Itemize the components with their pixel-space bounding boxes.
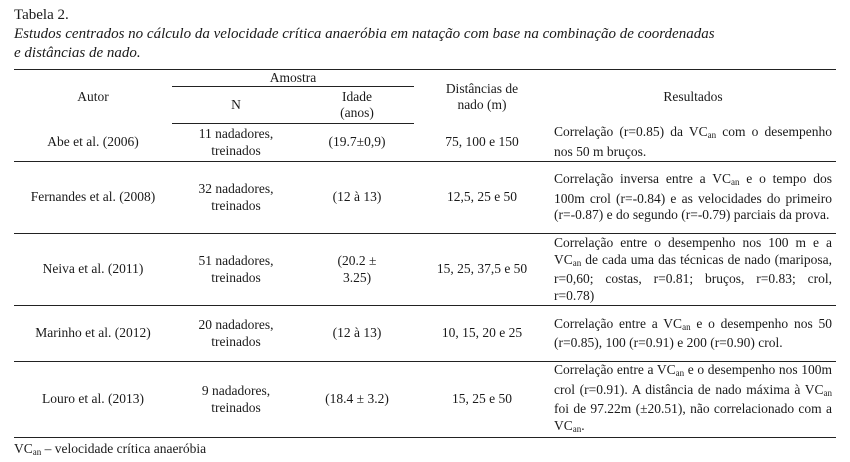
cell-idade: (18.4 ± 3.2) [325, 391, 389, 407]
table-footnote: $VC_{an}$ – velocidade crítica anaeróbia [14, 441, 207, 457]
cell-distancias: 75, 100 e 150 [445, 134, 519, 149]
header-autor: Autor [14, 70, 172, 124]
cell-idade: (12 à 13) [332, 189, 382, 205]
cell-distancias: 15, 25 e 50 [452, 391, 512, 407]
studies-table [14, 69, 836, 438]
cell-autor: Marinho et al. (2012) [35, 325, 151, 341]
table-row [14, 124, 836, 162]
cell-resultados: Correlação inversa entre a $VC_{an}$ e o tempo dos 100m crol (r=-0.84) e as velocidades do primeiro (r=-0.87) e do segundo (r=-0.79) parciais da prova. [554, 171, 832, 223]
header-idade: Idade (anos) [300, 87, 414, 124]
table-row [14, 362, 836, 438]
header-distancias: Distâncias de nado (m) [414, 70, 550, 124]
cell-idade: (19.7±0,9) [328, 134, 386, 150]
cell-resultados: Correlação (r=0.85) da $VC_{an}$ com o desempenho nos 50 m bruços. [554, 124, 832, 159]
cell-resultados: Correlação entre o desempenho nos 100 m e a $VC_{an}$ de cada uma das técnicas de nado (mariposa, r=0,60; costas, r=0.81; bruços, r=0.83; crol, r=0.78) [554, 235, 832, 303]
cell-idade: (12 à 13) [332, 325, 382, 341]
table-row [14, 162, 836, 234]
cell-distancias: 10, 15, 20 e 25 [441, 325, 523, 341]
caption-line-1: Estudos centrados no cálculo da velocidade crítica anaeróbia em natação com base na combinação de coordenadas [14, 26, 715, 42]
table-row [14, 234, 836, 306]
cell-n: 9 nadadores, treinados [201, 383, 271, 415]
cell-idade: (20.2 ± 3.25) [337, 253, 377, 285]
cell-n: 51 nadadores, treinados [198, 253, 274, 285]
cell-autor: Neiva et al. (2011) [42, 261, 144, 277]
cell-distancias: 15, 25, 37,5 e 50 [436, 261, 528, 277]
cell-resultados: Correlação entre a $VC_{an}$ e o desempenho nos 50 (r=0.85), 100 (r=0.91) e 200 (r=0.90) crol. [554, 315, 832, 350]
header-resultados: Resultados [550, 70, 836, 124]
cell-autor: Fernandes et al. (2008) [30, 189, 156, 205]
table-caption [14, 25, 836, 63]
cell-n: 32 nadadores, treinados [198, 181, 274, 213]
table-label: Tabela 2. [14, 7, 69, 23]
cell-autor: Louro et al. (2013) [42, 391, 144, 407]
cell-autor: Abe et al. (2006) [47, 134, 139, 149]
header-n: N [172, 87, 300, 124]
table-row [14, 306, 836, 362]
cell-n: 20 nadadores, treinados [198, 317, 274, 349]
cell-distancias: 12,5, 25 e 50 [446, 189, 518, 205]
cell-resultados: Correlação entre a $VC_{an}$ e o desempenho nos 100m crol (r=0.91). A distância de nado máxima à $VC_{an}$ foi de 97.22m (±20.51), não correlacionado com a $VC_{an}$. [554, 362, 832, 434]
header-amostra: Amostra [172, 70, 414, 87]
cell-n: 11 nadadores, treinados [198, 126, 274, 158]
caption-line-2: e distâncias de nado. [14, 45, 141, 61]
